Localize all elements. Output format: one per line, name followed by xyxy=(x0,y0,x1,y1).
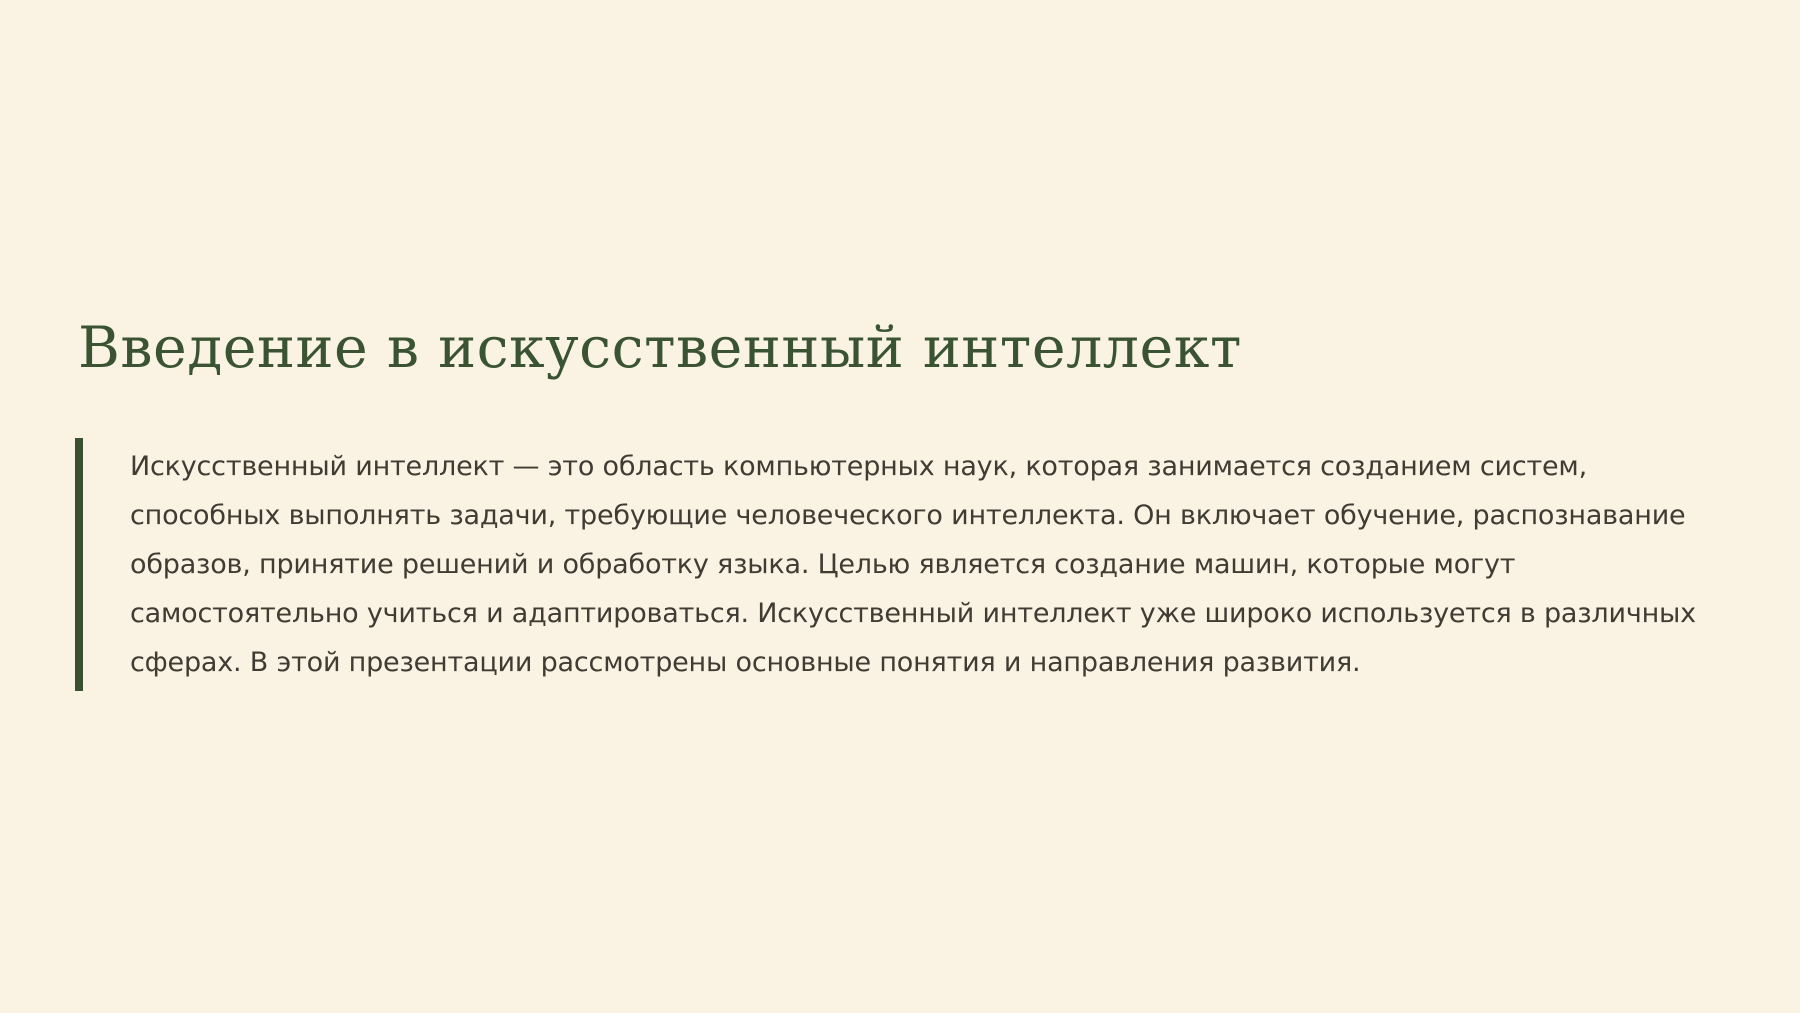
intro-quote-block xyxy=(75,438,1696,691)
paragraph-line: самостоятельно учиться и адаптироваться. Искусственный интеллект уже широко используется в различных xyxy=(130,598,1696,629)
intro-paragraph xyxy=(130,442,1696,687)
paragraph-line: Искусственный интеллект — это область компьютерных наук, которая занимается созданием систем, xyxy=(130,451,1587,482)
paragraph-line: сферах. В этой презентации рассмотрены основные понятия и направления развития. xyxy=(130,647,1361,678)
paragraph-line: образов, принятие решений и обработку языка. Целью является создание машин, которые могут xyxy=(130,549,1516,580)
slide-title: Введение в искусственный интеллект xyxy=(78,315,1242,381)
paragraph-line: способных выполнять задачи, требующие человеческого интеллекта. Он включает обучение, распознавание xyxy=(130,500,1686,531)
